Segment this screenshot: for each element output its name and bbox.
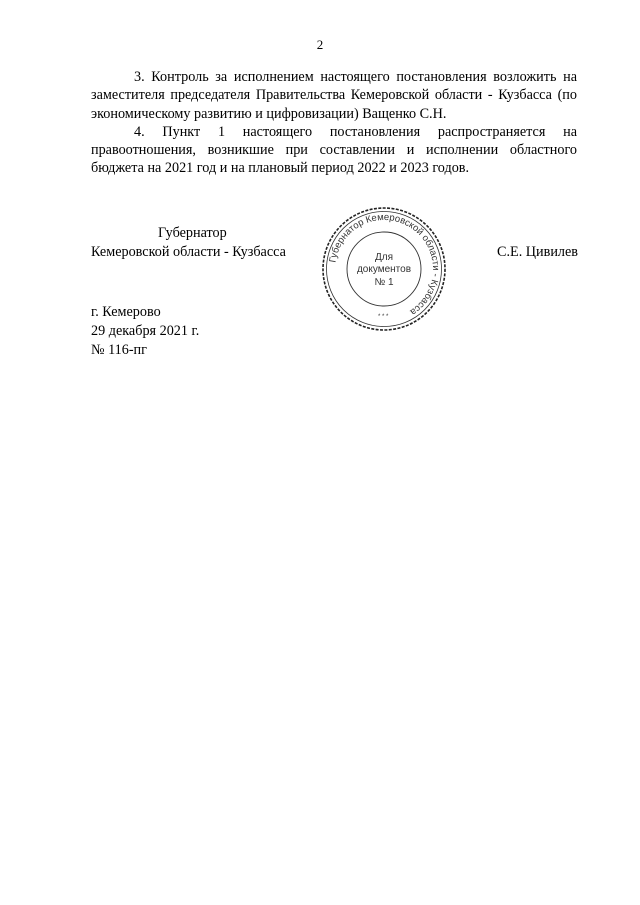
page-number: 2 (316, 37, 324, 52)
seal-graphic (320, 205, 448, 333)
document-meta (91, 303, 199, 360)
signatory-title-line2: Кемеровской области - Кузбасса (91, 244, 286, 260)
body-text (91, 68, 577, 178)
seal-stars: * * * (378, 314, 389, 320)
meta-number: № 116-пг (91, 342, 147, 358)
seal-center-line1: Для (374, 252, 394, 263)
signatory-name: С.Е. Цивилев (497, 244, 578, 260)
seal-center-line3: № 1 (374, 277, 394, 288)
meta-city: г. Кемерово (91, 304, 161, 320)
official-seal (320, 205, 448, 333)
paragraph-3: 3. Контроль за исполнением настоящего постановления возложить на заместителя председателя Правительства Кемеровской области - Кузбасса (по экономическому развитию и цифровизации) Ващенко С.Н. (91, 69, 577, 122)
paragraph-4: 4. Пункт 1 настоящего постановления распространяется на правоотношения, возникшие при составлении и исполнении областного бюджета на 2021 год и на плановый период 2022 и 2023 годов. (91, 123, 577, 177)
seal-ring-textpath: Губернатор Кемеровской области - Кузбасса (327, 211, 442, 318)
seal-center-line2: документов (356, 264, 412, 275)
signatory-title-line1: Губернатор (158, 225, 227, 241)
signatory-title (91, 224, 286, 262)
meta-date: 29 декабря 2021 г. (91, 323, 200, 339)
